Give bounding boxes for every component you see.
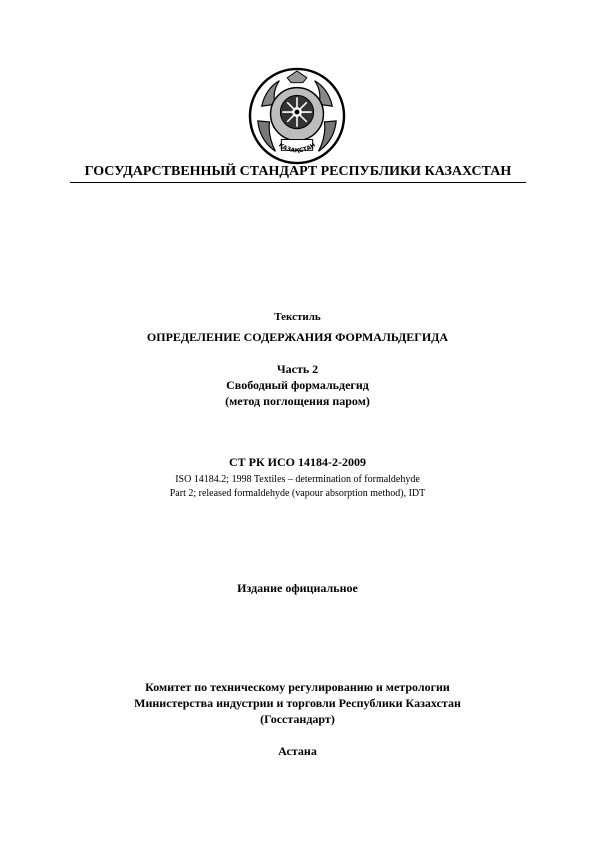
document-title: ОПРЕДЕЛЕНИЕ СОДЕРЖАНИЯ ФОРМАЛЬДЕГИДА [146, 330, 449, 344]
publisher-line-3: (Госстандарт) [260, 712, 335, 726]
category-label: Текстиль [274, 311, 321, 323]
city-label: Астана [278, 744, 317, 758]
header-underline [70, 182, 526, 183]
part-subtitle: Свободный формальдегид [226, 378, 369, 392]
publisher-line-1: Комитет по техническому регулированию и метрологии [145, 680, 450, 694]
emblem-text: ҚАЗАҚСТАН [277, 142, 317, 155]
state-emblem-icon [248, 67, 346, 165]
edition-label: Издание официальное [237, 581, 358, 595]
publisher-line-2: Министерства индустрии и торговли Республики Казахстан [134, 696, 461, 710]
standard-code: СТ РК ИСО 14184-2-2009 [228, 455, 367, 469]
iso-reference-line-1: ISO 14184.2; 1998 Textiles – determination of formaldehyde [175, 474, 420, 485]
method-subtitle: (метод поглощения паром) [225, 394, 370, 408]
standard-header: ГОСУДАРСТВЕННЫЙ СТАНДАРТ РЕСПУБЛИКИ КАЗАХСТАН [84, 164, 512, 179]
part-number: Часть 2 [276, 362, 319, 376]
iso-reference-line-2: Part 2; released formaldehyde (vapour absorption method), IDT [169, 488, 426, 499]
